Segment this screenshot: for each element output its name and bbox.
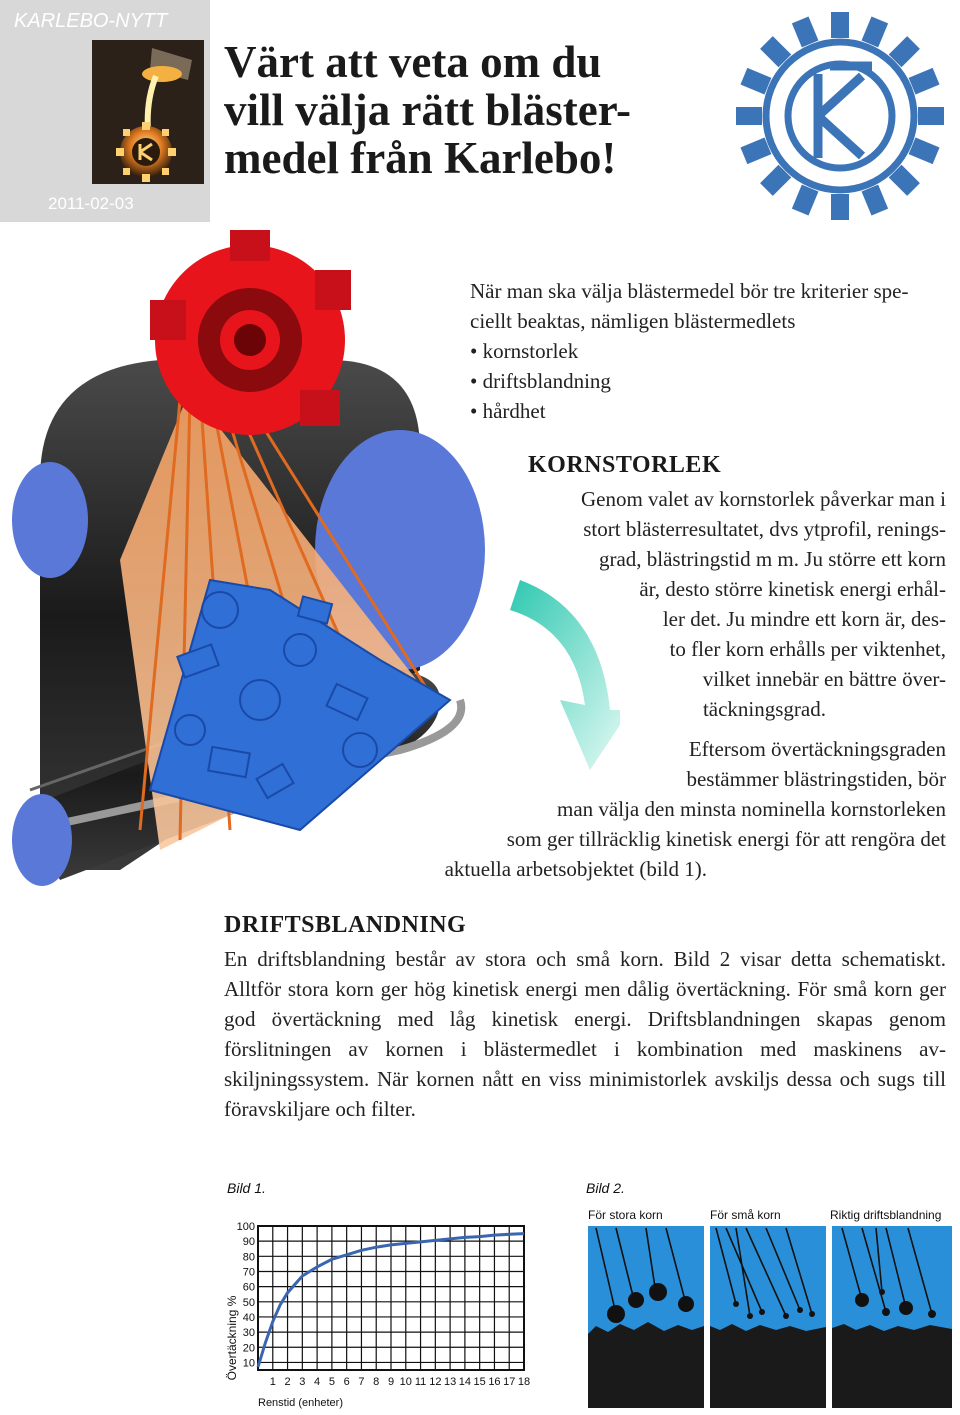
issue-date: 2011-02-03 bbox=[48, 194, 134, 213]
kornstorlek-text bbox=[0, 484, 960, 904]
coverage-chart bbox=[222, 1210, 562, 1410]
y-tick-label: 60 bbox=[242, 1281, 255, 1294]
x-tick-label: 5 bbox=[328, 1376, 335, 1388]
text-line: är, desto större kinetisk energi erhål- bbox=[639, 577, 946, 601]
y-tick-label: 10 bbox=[242, 1357, 255, 1370]
figure-caption-bild1: Bild 1. bbox=[227, 1180, 266, 1196]
gear-tooth bbox=[909, 138, 940, 165]
gear-tooth bbox=[792, 185, 819, 216]
x-tick-label: 6 bbox=[343, 1376, 350, 1388]
x-tick-label: 9 bbox=[387, 1376, 395, 1388]
gear-tooth bbox=[740, 138, 771, 165]
text-line: grad, blästringstid m m. Ju större ett korn bbox=[598, 547, 946, 571]
text-line: stort blästerresultatet, dvs ytprofil, renings- bbox=[583, 517, 946, 541]
text-line: som ger tillräcklig kinetisk energi för att rengöra det bbox=[506, 827, 946, 851]
x-axis-label: Renstid (enheter) bbox=[258, 1397, 343, 1409]
gear-tooth bbox=[918, 107, 944, 125]
gear-tooth bbox=[792, 16, 819, 47]
gear-tooth bbox=[736, 107, 762, 125]
x-tick-label: 1 bbox=[269, 1376, 276, 1388]
text-line: to fler korn erhålls per viktenhet, bbox=[669, 637, 946, 661]
grain-mixture-schematic bbox=[586, 1204, 954, 1410]
panel-label: Riktig driftsblandning bbox=[830, 1208, 942, 1222]
y-tick-label: 100 bbox=[236, 1221, 255, 1233]
text-line: bestämmer blästringstiden, bör bbox=[686, 767, 946, 791]
page-title bbox=[224, 38, 744, 182]
gear-tooth bbox=[909, 68, 940, 95]
intro-text bbox=[470, 276, 950, 426]
gear-tooth bbox=[831, 194, 849, 220]
x-tick-label: 12 bbox=[429, 1376, 442, 1388]
title-line: medel från Karlebo! bbox=[224, 133, 617, 183]
foundry-photo bbox=[92, 40, 204, 184]
x-tick-label: 8 bbox=[373, 1376, 380, 1388]
section-heading-driftsblandning: DRIFTSBLANDNING bbox=[224, 912, 467, 938]
bullet-item: • kornstorlek bbox=[470, 339, 579, 363]
gear-tooth bbox=[862, 185, 889, 216]
text-line: man välja den minsta nominella kornstorleken bbox=[557, 797, 946, 821]
y-tick-label: 70 bbox=[242, 1266, 255, 1279]
x-tick-label: 7 bbox=[358, 1376, 365, 1388]
y-tick-label: 90 bbox=[242, 1236, 255, 1249]
figure-caption-bild2: Bild 2. bbox=[586, 1180, 625, 1196]
x-tick-label: 16 bbox=[488, 1376, 501, 1388]
x-tick-label: 15 bbox=[473, 1376, 486, 1388]
x-tick-label: 13 bbox=[443, 1376, 457, 1388]
x-tick-label: 2 bbox=[284, 1376, 291, 1388]
y-tick-label: 80 bbox=[242, 1251, 255, 1264]
x-tick-label: 14 bbox=[458, 1376, 472, 1388]
text-line: Eftersom övertäckningsgraden bbox=[688, 737, 946, 761]
x-tick-label: 10 bbox=[399, 1376, 412, 1388]
y-tick-label: 50 bbox=[242, 1296, 255, 1309]
x-tick-label: 17 bbox=[503, 1376, 516, 1388]
panel-label: För stora korn bbox=[588, 1208, 663, 1222]
coverage-chart-svg bbox=[222, 1210, 562, 1410]
newsletter-brand: KARLEBO-NYTT bbox=[14, 10, 168, 32]
x-tick-label: 3 bbox=[299, 1376, 306, 1388]
gear-tooth bbox=[862, 16, 889, 47]
y-axis-label: Övertäckning % bbox=[225, 1295, 239, 1381]
gear-tooth bbox=[831, 12, 849, 38]
y-tick-label: 30 bbox=[242, 1327, 255, 1340]
title-line: vill välja rätt bläster- bbox=[224, 85, 631, 135]
intro-line: ciellt beaktas, nämligen blästermedlets bbox=[470, 309, 796, 333]
panel-label: För små korn bbox=[710, 1208, 781, 1222]
y-tick-label: 40 bbox=[242, 1311, 255, 1324]
x-tick-label: 4 bbox=[314, 1376, 321, 1388]
section-heading-kornstorlek: KORNSTORLEK bbox=[528, 452, 722, 478]
bullet-item: • driftsblandning bbox=[470, 369, 611, 393]
bullet-item: • hårdhet bbox=[470, 399, 546, 423]
gear-tooth bbox=[740, 68, 771, 95]
text-line: täckningsgrad. bbox=[702, 697, 826, 721]
title-line: Värt att veta om du bbox=[224, 37, 602, 87]
x-tick-label: 11 bbox=[414, 1376, 427, 1388]
text-line: Genom valet av kornstorlek påverkar man i bbox=[580, 487, 946, 511]
intro-line: När man ska välja blästermedel bör tre kriterier spe- bbox=[470, 279, 909, 303]
text-line: ler det. Ju mindre ett korn är, des- bbox=[662, 607, 946, 631]
text-line: aktuella arbetsobjektet (bild 1). bbox=[444, 857, 707, 881]
x-tick-label: 18 bbox=[517, 1376, 531, 1388]
driftsblandning-text: En driftsblandning består av stora och små korn. Bild 2 visar detta schematiskt. Alltför stora korn ger hög kinetisk energi men dålig övertäckning. För små korn ger god övertäckning med låg kinetisk energi. Driftsblandningen skapas genom förslitningen av kornen i blästermedlet i kombination med maskinens av-skiljningssystem. När kornen nått en viss minimistorlek avskiljs dessa och sugs till föravskiljare och filter. bbox=[224, 947, 946, 1121]
text-line: vilket innebär en bättre över- bbox=[702, 667, 946, 691]
karlebo-gear-logo-icon bbox=[722, 4, 954, 222]
y-tick-label: 20 bbox=[242, 1342, 255, 1355]
